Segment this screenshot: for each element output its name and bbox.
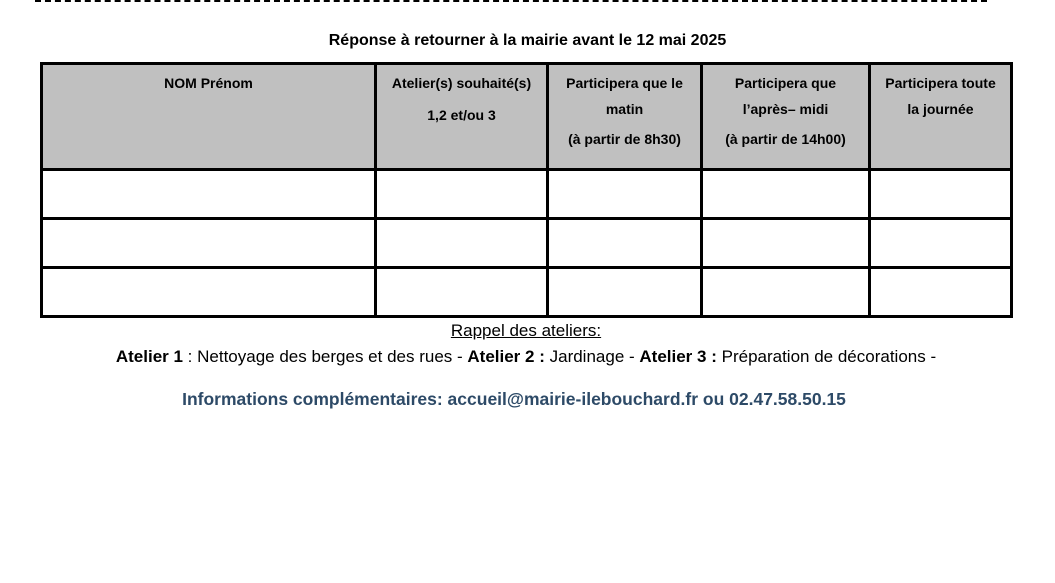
cell-ateliers[interactable] bbox=[376, 268, 548, 317]
cell-ateliers[interactable] bbox=[376, 170, 548, 219]
atelier-separator: : bbox=[182, 347, 198, 366]
header-nom-prenom bbox=[42, 64, 376, 170]
cell-journee[interactable] bbox=[870, 268, 1012, 317]
header-line: NOM Prénom bbox=[164, 75, 253, 91]
dashed-cut-line bbox=[35, 0, 987, 6]
rappel-title: Rappel des ateliers: bbox=[450, 321, 602, 340]
cell-nom-prenom[interactable] bbox=[42, 219, 376, 268]
registration-table bbox=[40, 62, 1013, 318]
header-subline: la journée bbox=[907, 101, 974, 117]
atelier-label: Atelier 1 bbox=[115, 347, 183, 366]
header-line: Participera toute bbox=[885, 75, 996, 91]
cell-apres-midi[interactable] bbox=[702, 219, 870, 268]
table-row bbox=[42, 268, 1012, 317]
header-journee bbox=[870, 64, 1012, 170]
cell-matin[interactable] bbox=[548, 268, 702, 317]
cell-nom-prenom[interactable] bbox=[42, 170, 376, 219]
table-header-row bbox=[42, 64, 1012, 170]
form-heading: Réponse à retourner à la mairie avant le 12 mai 2025 bbox=[328, 32, 727, 49]
contact-info: Informations complémentaires: accueil@mairie-ilebouchard.fr ou 02.47.58.50.15 bbox=[182, 389, 846, 409]
atelier-description: Nettoyage des berges et des rues - bbox=[197, 347, 468, 366]
header-subline: matin bbox=[605, 101, 644, 117]
atelier-description: Préparation de décorations - bbox=[721, 347, 937, 366]
ateliers-list bbox=[0, 347, 1052, 367]
header-apres-midi bbox=[702, 64, 870, 170]
header-line: Participera que bbox=[734, 75, 837, 91]
cell-matin[interactable] bbox=[548, 219, 702, 268]
header-line: Participera que le bbox=[566, 75, 683, 91]
cell-ateliers[interactable] bbox=[376, 219, 548, 268]
header-time: (à partir de 14h00) bbox=[725, 131, 846, 147]
cell-journee[interactable] bbox=[870, 219, 1012, 268]
cell-nom-prenom[interactable] bbox=[42, 268, 376, 317]
header-ateliers bbox=[376, 64, 548, 170]
cell-apres-midi[interactable] bbox=[702, 170, 870, 219]
cell-matin[interactable] bbox=[548, 170, 702, 219]
header-subline: 1,2 et/ou 3 bbox=[427, 107, 496, 123]
cell-apres-midi[interactable] bbox=[702, 268, 870, 317]
header-matin bbox=[548, 64, 702, 170]
header-time: (à partir de 8h30) bbox=[568, 131, 681, 147]
atelier-label: Atelier 3 : bbox=[639, 347, 717, 366]
cell-journee[interactable] bbox=[870, 170, 1012, 219]
header-line: Atelier(s) souhaité(s) bbox=[391, 75, 532, 91]
header-subline: l’après– midi bbox=[742, 101, 829, 117]
table-row bbox=[42, 170, 1012, 219]
atelier-label: Atelier 2 : bbox=[467, 347, 545, 366]
atelier-description: Jardinage - bbox=[549, 347, 640, 366]
table-row bbox=[42, 219, 1012, 268]
